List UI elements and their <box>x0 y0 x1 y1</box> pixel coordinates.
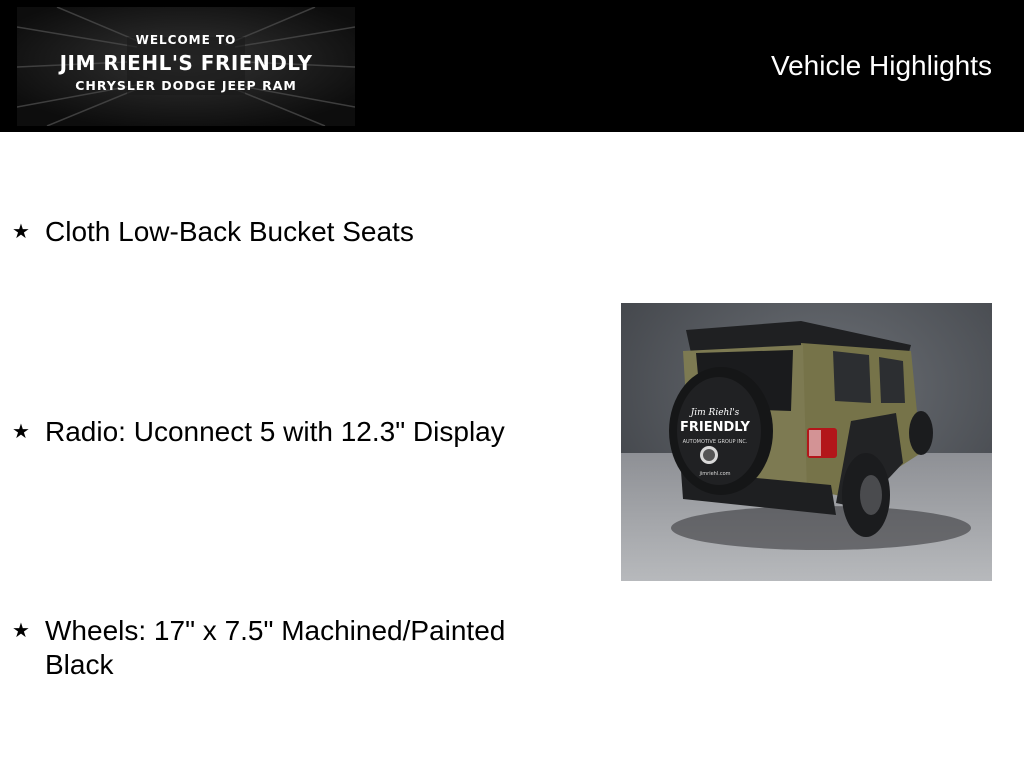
star-icon: ★ <box>12 221 30 243</box>
tire-cover-url: jimriehl.com <box>699 471 731 477</box>
highlight-text: Radio: Uconnect 5 with 12.3" Display <box>45 416 505 447</box>
dealer-logo[interactable] <box>17 7 355 126</box>
tire-cover-group: AUTOMOTIVE GROUP INC. <box>682 439 748 445</box>
jeep-rear-image <box>621 303 992 581</box>
highlight-item <box>12 215 572 249</box>
page-title: Vehicle Highlights <box>770 50 992 81</box>
logo-welcome-text: WELCOME TO <box>135 33 237 47</box>
star-icon: ★ <box>12 421 30 443</box>
star-icon: ★ <box>12 620 30 642</box>
highlight-text: Cloth Low-Back Bucket Seats <box>45 216 414 247</box>
highlight-item <box>12 614 572 682</box>
highlight-text: Wheels: 17" x 7.5" Machined/Painted Black <box>45 615 506 680</box>
highlight-item <box>12 415 572 449</box>
header-bar <box>0 0 1024 132</box>
tire-cover-script: Jim Riehl's <box>690 408 740 418</box>
logo-dealer-name: JIM RIEHL'S FRIENDLY <box>59 51 313 75</box>
tire-cover-brand: FRIENDLY <box>680 420 750 435</box>
vehicle-photo[interactable] <box>621 303 992 581</box>
logo-brands-text: CHRYSLER DODGE JEEP RAM <box>75 78 297 93</box>
